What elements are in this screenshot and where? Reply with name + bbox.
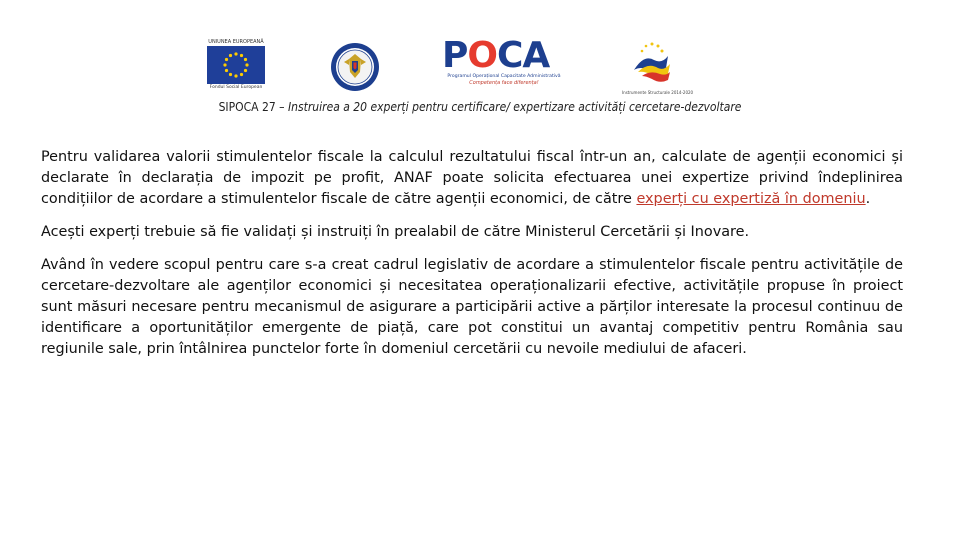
project-code: SIPOCA 27 — [218, 100, 276, 114]
paragraph-2: Acești experți trebuie să fie validați și instruiți în prealabil de către Ministerul Cercetării și Inovare. — [41, 224, 750, 240]
eu-caption-bottom: Fondul Social European — [209, 85, 263, 90]
project-description: Instruirea a 20 experți pentru certificare/ expertizare activități cercetare-dezvoltare — [287, 100, 742, 114]
poca-tagline: Competența face diferența! — [469, 80, 539, 86]
poca-logo — [442, 35, 566, 96]
paragraph-1 — [41, 147, 903, 210]
paragraph-1-end: . — [865, 191, 871, 207]
instrumente-structurale-icon — [622, 38, 680, 86]
main-content — [41, 147, 903, 360]
instrumente-caption: Instrumente Structurale 2014-2020 — [622, 90, 694, 95]
poca-letter-o: O — [467, 35, 497, 76]
eu-logo — [206, 38, 266, 96]
poca-letters-ca: CA — [497, 35, 550, 76]
instrumente-structurale-logo — [622, 38, 694, 96]
logo-bar — [0, 35, 960, 98]
paragraph-1-text: Pentru validarea valorii stimulentelor fiscale la calculul rezultatului fiscal într-un an, calculate de agenții economici și declarate în declarația de impozit pe profit, ANAF poate solicita efectuarea unei expertize privind îndeplinirea condițiilor de acordare a stimulentelor fiscale de către agenții economici, de către — [41, 149, 903, 207]
eu-caption-top: UNIUNEA EUROPEANĂ — [208, 39, 264, 45]
paragraph-3: Având în vedere scopul pentru care s-a creat cadrul legislativ de acordare a stimulentelor fiscale pentru activitățile de cercetare-dezvoltare ale agenților economici și necesitatea operaționalizarii efective, activitățile propuse în proiect sunt măsuri necesare pentru mecanismul de asigurare a participării active a părților interesate la procesul continuu de identificare a oportunităților emergente de piață, care pot constitui un avantaj competitiv pentru România sau regiunile sale, prin întâlnirea punctelor forte în domeniul cercetării cu nevoile mediului de afaceri. — [41, 257, 903, 357]
poca-letter-p: P — [442, 35, 468, 76]
project-title — [0, 99, 960, 115]
poca-subtitle: Programul Operațional Capacitate Administrativă — [447, 74, 561, 79]
experts-link[interactable]: experți cu expertiză în domeniu — [636, 191, 866, 207]
eu-flag-icon — [207, 46, 265, 84]
romanian-government-seal-icon — [330, 42, 380, 92]
poca-wordmark — [442, 35, 566, 76]
project-separator: – — [275, 100, 288, 114]
eu-stars — [207, 46, 265, 84]
